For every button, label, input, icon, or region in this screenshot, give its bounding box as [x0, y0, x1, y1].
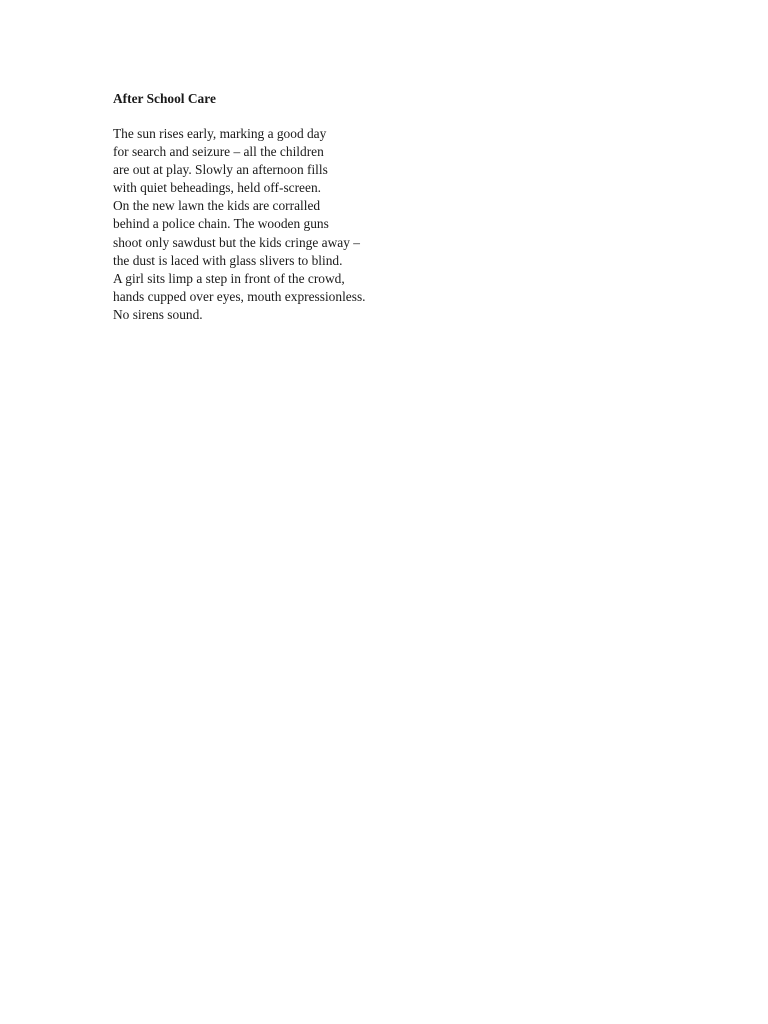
poem-title: After School Care	[113, 91, 216, 106]
poem-line: The sun rises early, marking a good day	[113, 126, 327, 141]
poem-line: On the new lawn the kids are corralled	[113, 198, 321, 214]
poem-line: shoot only sawdust but the kids cringe away –	[113, 234, 360, 250]
poem-line: hands cupped over eyes, mouth expressionless.	[113, 288, 366, 304]
poem-line: behind a police chain. The wooden guns	[113, 216, 329, 232]
poem-line: No sirens sound.	[113, 306, 203, 322]
poem-line: for search and seizure – all the children	[113, 144, 324, 160]
poem-line: the dust is laced with glass slivers to blind.	[113, 252, 343, 268]
poem	[113, 90, 433, 324]
poem-line: with quiet beheadings, held off-screen.	[113, 180, 321, 196]
poem-body	[113, 125, 433, 324]
poem-line: A girl sits limp a step in front of the crowd,	[113, 270, 345, 286]
poem-line: are out at play. Slowly an afternoon fills	[113, 162, 328, 178]
